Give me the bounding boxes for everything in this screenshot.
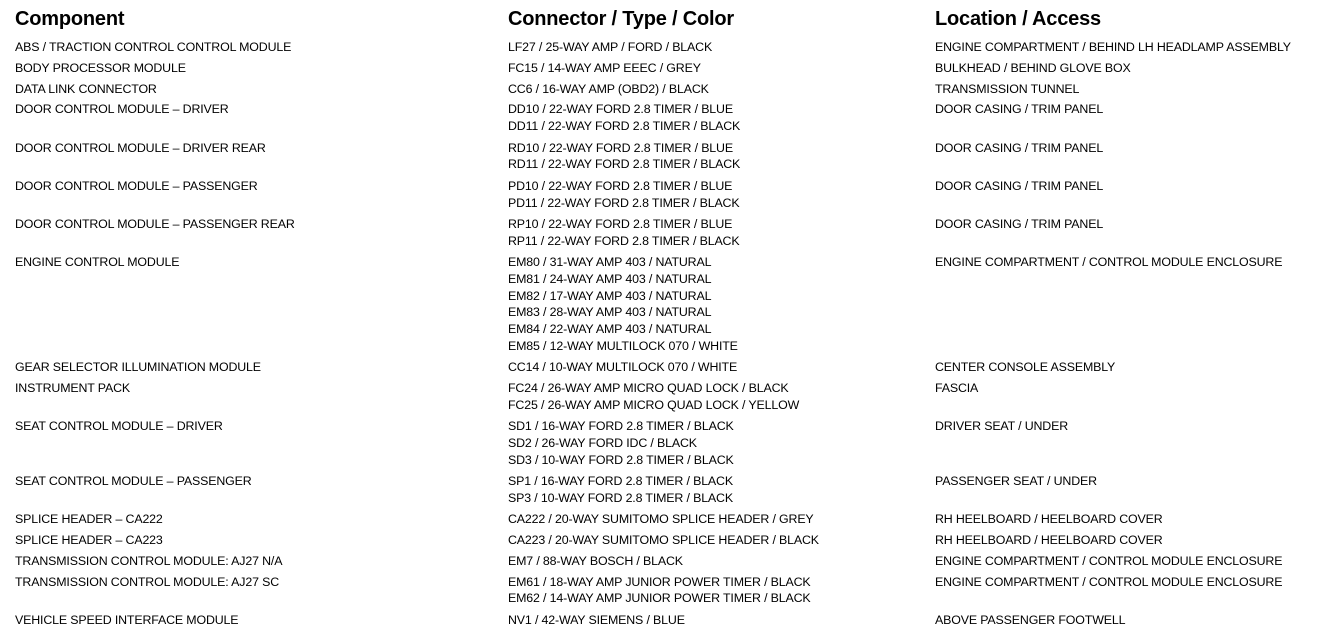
connector-cell xyxy=(508,532,819,549)
connector-cell xyxy=(508,254,738,354)
location-cell: DRIVER SEAT / UNDER xyxy=(935,419,1069,434)
location-cell: ENGINE COMPARTMENT / BEHIND LH HEADLAMP ASSEMBLY xyxy=(935,40,1291,54)
component-cell: ENGINE CONTROL MODULE xyxy=(15,255,180,270)
connector-line: NV1 / 42-WAY SIEMENS / BLUE xyxy=(508,612,685,627)
connector-line: FC24 / 26-WAY AMP MICRO QUAD LOCK / BLACK xyxy=(508,381,789,395)
component-cell: SEAT CONTROL MODULE – DRIVER xyxy=(15,419,223,434)
connector-cell xyxy=(508,216,739,249)
connector-line: CC14 / 10-WAY MULTILOCK 070 / WHITE xyxy=(508,360,738,375)
location-cell: PASSENGER SEAT / UNDER xyxy=(935,474,1097,489)
location-cell: CENTER CONSOLE ASSEMBLY xyxy=(935,360,1116,375)
location-cell: ENGINE COMPARTMENT / CONTROL MODULE ENCLOSURE xyxy=(935,255,1283,270)
connector-line: SD2 / 26-WAY FORD IDC / BLACK xyxy=(508,435,697,450)
connector-line: DD11 / 22-WAY FORD 2.8 TIMER / BLACK xyxy=(508,119,741,134)
component-cell: DOOR CONTROL MODULE – PASSENGER REAR xyxy=(15,217,295,231)
header-location: Location / Access xyxy=(935,8,1101,30)
location-cell: FASCIA xyxy=(935,381,979,395)
component-cell: INSTRUMENT PACK xyxy=(15,381,131,395)
connector-line: RD11 / 22-WAY FORD 2.8 TIMER / BLACK xyxy=(508,157,741,172)
location-cell: ENGINE COMPARTMENT / CONTROL MODULE ENCLOSURE xyxy=(935,553,1283,568)
component-cell: VEHICLE SPEED INTERFACE MODULE xyxy=(15,612,239,627)
component-cell: TRANSMISSION CONTROL MODULE: AJ27 N/A xyxy=(15,553,283,568)
connector-line: CA222 / 20-WAY SUMITOMO SPLICE HEADER / GREY xyxy=(508,512,814,527)
component-cell: BODY PROCESSOR MODULE xyxy=(15,60,186,75)
connector-line: RP10 / 22-WAY FORD 2.8 TIMER / BLUE xyxy=(508,217,733,231)
connector-cell xyxy=(508,101,740,134)
connector-line: EM85 / 12-WAY MULTILOCK 070 / WHITE xyxy=(508,338,738,353)
connector-cell xyxy=(508,612,685,629)
location-cell: RH HEELBOARD / HEELBOARD COVER xyxy=(935,533,1163,548)
connector-line: EM82 / 17-WAY AMP 403 / NATURAL xyxy=(508,288,712,303)
location-cell: ABOVE PASSENGER FOOTWELL xyxy=(935,612,1126,627)
connector-cell xyxy=(508,511,814,528)
location-cell: TRANSMISSION TUNNEL xyxy=(935,81,1080,96)
location-cell: DOOR CASING / TRIM PANEL xyxy=(935,178,1104,193)
connector-line: CC6 / 16-WAY AMP (OBD2) / BLACK xyxy=(508,81,709,96)
connector-cell xyxy=(508,178,739,211)
connector-cell xyxy=(508,39,712,56)
connector-cell xyxy=(508,473,733,506)
connector-line: EM61 / 18-WAY AMP JUNIOR POWER TIMER / BLACK xyxy=(508,574,811,589)
connector-line: EM84 / 22-WAY AMP 403 / NATURAL xyxy=(508,322,712,336)
connector-line: PD10 / 22-WAY FORD 2.8 TIMER / BLUE xyxy=(508,178,733,193)
component-cell: SPLICE HEADER – CA222 xyxy=(15,512,163,527)
connector-line: SP3 / 10-WAY FORD 2.8 TIMER / BLACK xyxy=(508,490,733,505)
connector-line: DD10 / 22-WAY FORD 2.8 TIMER / BLUE xyxy=(508,102,733,117)
connector-line: LF27 / 25-WAY AMP / FORD / BLACK xyxy=(508,40,713,54)
location-cell: RH HEELBOARD / HEELBOARD COVER xyxy=(935,512,1163,527)
component-cell: DOOR CONTROL MODULE – PASSENGER xyxy=(15,178,258,193)
location-cell: DOOR CASING / TRIM PANEL xyxy=(935,102,1104,117)
connector-line: EM81 / 24-WAY AMP 403 / NATURAL xyxy=(508,271,712,286)
component-cell: ABS / TRACTION CONTROL CONTROL MODULE xyxy=(15,40,292,54)
connector-line: EM62 / 14-WAY AMP JUNIOR POWER TIMER / BLACK xyxy=(508,591,811,606)
connector-cell xyxy=(508,81,709,98)
component-cell: SEAT CONTROL MODULE – PASSENGER xyxy=(15,474,252,489)
component-cell: DATA LINK CONNECTOR xyxy=(15,81,157,96)
connector-line: RD10 / 22-WAY FORD 2.8 TIMER / BLUE xyxy=(508,140,733,155)
connector-line: EM7 / 88-WAY BOSCH / BLACK xyxy=(508,553,683,568)
location-cell: DOOR CASING / TRIM PANEL xyxy=(935,217,1104,231)
connector-line: EM83 / 28-WAY AMP 403 / NATURAL xyxy=(508,305,712,320)
header-connector: Connector / Type / Color xyxy=(508,8,734,30)
component-cell: DOOR CONTROL MODULE – DRIVER xyxy=(15,102,229,117)
connector-cell xyxy=(508,418,734,468)
connector-line: CA223 / 20-WAY SUMITOMO SPLICE HEADER / BLACK xyxy=(508,533,819,548)
connector-cell xyxy=(508,359,737,376)
component-cell: GEAR SELECTOR ILLUMINATION MODULE xyxy=(15,360,261,375)
header-component: Component xyxy=(15,8,125,30)
location-cell: ENGINE COMPARTMENT / CONTROL MODULE ENCLOSURE xyxy=(935,574,1283,589)
connector-line: SD1 / 16-WAY FORD 2.8 TIMER / BLACK xyxy=(508,419,734,434)
location-cell: BULKHEAD / BEHIND GLOVE BOX xyxy=(935,60,1131,75)
component-cell: TRANSMISSION CONTROL MODULE: AJ27 SC xyxy=(15,574,280,589)
connector-cell xyxy=(508,60,701,77)
connector-line: SD3 / 10-WAY FORD 2.8 TIMER / BLACK xyxy=(508,452,734,467)
connector-line: FC25 / 26-WAY AMP MICRO QUAD LOCK / YELLOW xyxy=(508,397,800,412)
component-cell: SPLICE HEADER – CA223 xyxy=(15,533,163,548)
component-cell: DOOR CONTROL MODULE – DRIVER REAR xyxy=(15,140,266,155)
connector-line: SP1 / 16-WAY FORD 2.8 TIMER / BLACK xyxy=(508,474,733,489)
connector-line: PD11 / 22-WAY FORD 2.8 TIMER / BLACK xyxy=(508,195,740,210)
connector-cell xyxy=(508,380,799,413)
connector-cell xyxy=(508,553,683,570)
connector-line: EM80 / 31-WAY AMP 403 / NATURAL xyxy=(508,255,712,270)
connector-line: RP11 / 22-WAY FORD 2.8 TIMER / BLACK xyxy=(508,233,740,248)
connector-line: FC15 / 14-WAY AMP EEEC / GREY xyxy=(508,60,701,75)
connector-cell xyxy=(508,574,811,607)
location-cell: DOOR CASING / TRIM PANEL xyxy=(935,140,1104,155)
connector-cell xyxy=(508,140,740,173)
